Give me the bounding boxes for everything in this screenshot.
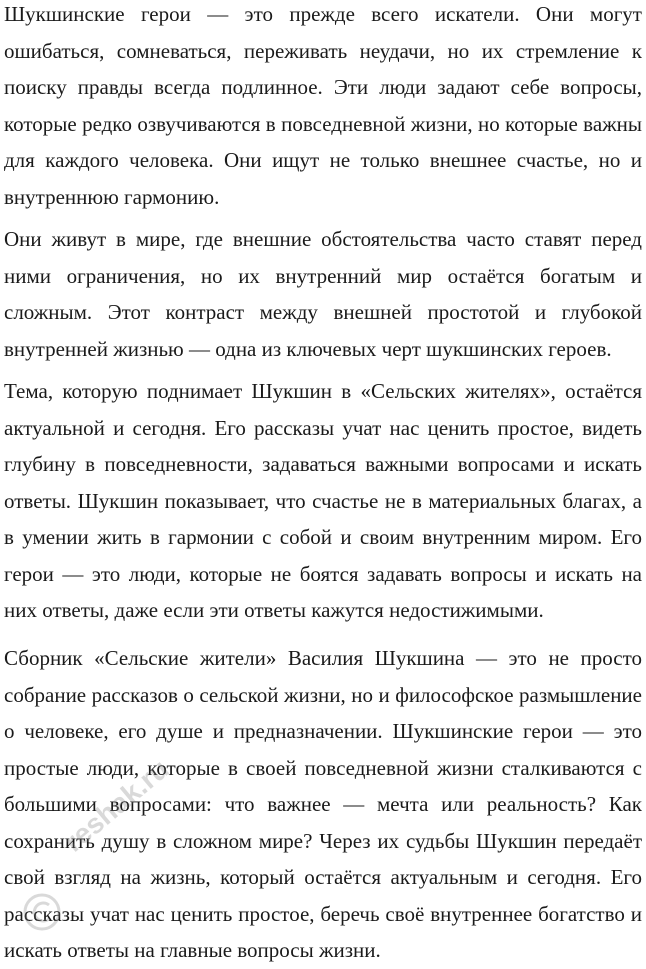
paragraph-4: Сборник «Сельские жители» Василия Шукшина — это не просто собрание рассказов о сельской жизни, но и философское размышление о человеке, его душе и предназначении. Шукшинские герои — это простые люди, которые в своей повседневной жизни сталкиваются с большими вопросами: что важнее — мечта или реальность? Как сохранить душу в сложном мире? Через их судьбы Шукшин передаёт свой взгляд на жизнь, который остаётся актуальным и сегодня. Его рассказы учат нас ценить простое, беречь своё внутреннее богатство и искать ответы на главные вопросы жизни. xyxy=(4,646,642,962)
watermark-text: reshak.ru xyxy=(58,752,175,858)
paragraph-2: Они живут в мире, где внешние обстоятельства часто ставят перед ними ограничения, но их внутренний мир остаётся богатым и сложным. Этот контраст между внешней простотой и глубокой внутренней жизнью — одна из ключевых черт шукшинских героев. xyxy=(4,227,642,361)
paragraph-3: Тема, которую поднимает Шукшин в «Сельских жителях», остаётся актуальной и сегодня. Его рассказы учат нас ценить простое, видеть глубину в повседневности, задаваться важными вопросами и искать ответы. Шукшин показывает, что счастье не в материальных благах, а в умении жить в гармонии с собой и своим внутренним миром. Его герои — это люди, которые не боятся задавать вопросы и искать на них ответы, даже если эти ответы кажутся недостижимыми. xyxy=(4,379,642,622)
paragraph-1: Шукшинские герои — это прежде всего искатели. Они могут ошибаться, сомневаться, переживать неудачи, но их стремление к поиску правды всегда подлинное. Эти люди задают себе вопросы, которые редко озвучиваются в повседневной жизни, но которые важны для каждого человека. Они ищут не только внешнее счастье, но и внутреннюю гармонию. xyxy=(4,2,642,209)
